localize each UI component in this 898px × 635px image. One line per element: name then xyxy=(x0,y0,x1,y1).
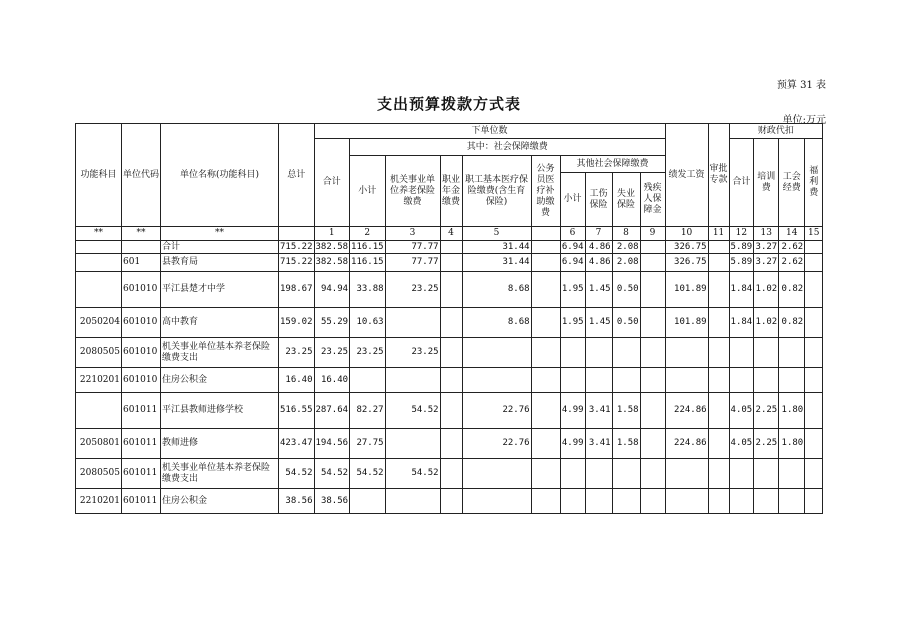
cell-c4 xyxy=(440,338,462,368)
cell-c9 xyxy=(640,272,665,308)
cell-function-subject xyxy=(76,241,122,254)
cell-c13: 3.27 xyxy=(754,254,779,272)
cell-c5b xyxy=(531,338,560,368)
cell-c1: 23.25 xyxy=(314,338,350,368)
cell-c6: 1.95 xyxy=(560,308,585,338)
index-cell: 7 xyxy=(585,227,612,241)
cell-c6 xyxy=(560,338,585,368)
header-pension: 机关事业单位养老保险缴费 xyxy=(385,156,440,227)
cell-unit-code: 601011 xyxy=(122,489,161,514)
header-unemployment: 失业保险 xyxy=(612,173,640,227)
cell-c4 xyxy=(440,272,462,308)
cell-c4 xyxy=(440,254,462,272)
cell-c7: 3.41 xyxy=(585,429,612,459)
table-row xyxy=(76,308,823,338)
cell-c3 xyxy=(385,489,440,514)
cell-c3: 23.25 xyxy=(385,272,440,308)
cell-function-subject xyxy=(76,272,122,308)
table-row xyxy=(76,338,823,368)
table-row xyxy=(76,459,823,489)
cell-function-subject: 2210201 xyxy=(76,489,122,514)
index-cell: 1 xyxy=(314,227,350,241)
cell-c4 xyxy=(440,308,462,338)
table-row xyxy=(76,368,823,393)
unit-label: 单位:万元 xyxy=(782,115,826,126)
index-cell: ** xyxy=(161,227,279,241)
cell-unit-code: 601011 xyxy=(122,393,161,429)
cell-function-subject xyxy=(76,254,122,272)
cell-c15 xyxy=(805,241,823,254)
cell-c2 xyxy=(350,368,386,393)
cell-c3: 77.77 xyxy=(385,241,440,254)
cell-c1: 55.29 xyxy=(314,308,350,338)
cell-c5b xyxy=(531,241,560,254)
table-row xyxy=(76,429,823,459)
cell-unit-name: 机关事业单位基本养老保险缴费支出 xyxy=(161,338,279,368)
header-training: 培训费 xyxy=(754,139,779,227)
cell-c3: 77.77 xyxy=(385,254,440,272)
cell-c8 xyxy=(612,459,640,489)
header-medical: 职工基本医疗保险缴费(含生育保险) xyxy=(462,156,531,227)
cell-c6 xyxy=(560,459,585,489)
cell-c12 xyxy=(729,489,754,514)
cell-function-subject: 2080505 xyxy=(76,338,122,368)
cell-c15 xyxy=(805,254,823,272)
header-other-subtotal: 小计 xyxy=(560,173,585,227)
header-civil-servant-medical: 公务员医疗补助缴费 xyxy=(531,156,560,227)
cell-c2: 33.88 xyxy=(350,272,386,308)
cell-c7: 1.45 xyxy=(585,308,612,338)
cell-c13 xyxy=(754,338,779,368)
header-other-ss: 其他社会保障缴费 xyxy=(560,156,665,173)
cell-total: 423.47 xyxy=(279,429,315,459)
cell-c10: 101.89 xyxy=(665,308,708,338)
cell-c7: 4.86 xyxy=(585,241,612,254)
header-ss-subtotal: 小计 xyxy=(350,156,386,227)
cell-c12: 1.84 xyxy=(729,308,754,338)
budget-table xyxy=(75,123,823,514)
cell-c5: 8.68 xyxy=(462,272,531,308)
cell-c4 xyxy=(440,241,462,254)
cell-c3: 54.52 xyxy=(385,393,440,429)
header-lower-subtotal: 合计 xyxy=(314,139,350,227)
cell-c12 xyxy=(729,459,754,489)
cell-c11 xyxy=(708,368,729,393)
cell-c8: 2.08 xyxy=(612,254,640,272)
cell-total: 516.55 xyxy=(279,393,315,429)
index-cell: 6 xyxy=(560,227,585,241)
cell-c10: 224.86 xyxy=(665,429,708,459)
cell-c6 xyxy=(560,368,585,393)
cell-c15 xyxy=(805,489,823,514)
cell-c10 xyxy=(665,459,708,489)
cell-c4 xyxy=(440,429,462,459)
cell-c12: 4.05 xyxy=(729,429,754,459)
cell-c9 xyxy=(640,429,665,459)
cell-c11 xyxy=(708,393,729,429)
cell-c5: 22.76 xyxy=(462,393,531,429)
table-row xyxy=(76,272,823,308)
cell-c5b xyxy=(531,429,560,459)
table-row xyxy=(76,489,823,514)
cell-c7 xyxy=(585,489,612,514)
cell-c14: 2.62 xyxy=(779,254,805,272)
cell-c12: 4.05 xyxy=(729,393,754,429)
header-occupational-annuity: 职业年金缴费 xyxy=(440,156,462,227)
cell-c14: 0.82 xyxy=(779,272,805,308)
page-title: 支出预算拨款方式表 xyxy=(376,95,521,113)
table-row xyxy=(76,254,823,272)
cell-unit-name: 住房公积金 xyxy=(161,489,279,514)
cell-c5b xyxy=(531,272,560,308)
cell-c1: 194.56 xyxy=(314,429,350,459)
index-cell: 12 xyxy=(729,227,754,241)
cell-c9 xyxy=(640,459,665,489)
cell-c12: 5.89 xyxy=(730,241,753,252)
cell-c5 xyxy=(462,338,531,368)
index-cell: 11 xyxy=(708,227,729,241)
header-unit-code: 单位代码 xyxy=(122,124,161,227)
cell-c13: 2.25 xyxy=(754,429,779,459)
cell-c12 xyxy=(729,368,754,393)
cell-c3 xyxy=(385,368,440,393)
header-disability: 残疾人保障金 xyxy=(640,173,665,227)
index-cell xyxy=(279,227,315,241)
cell-c1: 38.56 xyxy=(314,489,350,514)
cell-c8: 0.50 xyxy=(612,308,640,338)
index-cell: 13 xyxy=(754,227,779,241)
cell-unit-name: 平江县教师进修学校 xyxy=(161,393,279,429)
cell-c5 xyxy=(462,459,531,489)
cell-c8 xyxy=(612,489,640,514)
cell-c10: 224.86 xyxy=(665,393,708,429)
cell-c5: 8.68 xyxy=(462,308,531,338)
cell-c7: 1.45 xyxy=(585,272,612,308)
cell-c10 xyxy=(665,338,708,368)
index-cell: 9 xyxy=(640,227,665,241)
cell-c11 xyxy=(708,429,729,459)
cell-c5: 31.44 xyxy=(462,254,531,272)
cell-c10: 326.75 xyxy=(665,254,708,272)
cell-c2: 10.63 xyxy=(350,308,386,338)
cell-c1: 54.52 xyxy=(314,459,350,489)
cell-unit-name: 平江县楚才中学 xyxy=(161,272,279,308)
cell-c6 xyxy=(560,489,585,514)
cell-c14 xyxy=(779,489,805,514)
cell-c1: 382.58 xyxy=(314,254,350,272)
cell-c1: 287.64 xyxy=(314,393,350,429)
cell-c13: 1.02 xyxy=(754,308,779,338)
cell-c9 xyxy=(640,241,665,254)
cell-c8: 2.08 xyxy=(612,241,640,254)
cell-c12: 1.84 xyxy=(729,272,754,308)
index-cell: 10 xyxy=(665,227,708,241)
index-cell: ** xyxy=(122,227,161,241)
cell-c15 xyxy=(805,393,823,429)
index-cell: 3 xyxy=(385,227,440,241)
cell-c8 xyxy=(612,368,640,393)
index-cell: 5 xyxy=(462,227,531,241)
cell-c4 xyxy=(440,368,462,393)
cell-c9 xyxy=(640,308,665,338)
cell-c6: 4.99 xyxy=(560,393,585,429)
cell-c6: 6.94 xyxy=(561,241,584,252)
cell-c9 xyxy=(640,338,665,368)
cell-c12 xyxy=(729,338,754,368)
cell-c5b xyxy=(531,393,560,429)
cell-c11 xyxy=(708,254,729,272)
cell-c2 xyxy=(350,489,386,514)
cell-c14 xyxy=(779,338,805,368)
cell-c15 xyxy=(805,368,823,393)
cell-c8: 0.50 xyxy=(612,272,640,308)
cell-c2: 27.75 xyxy=(350,429,386,459)
cell-c10: 101.89 xyxy=(665,272,708,308)
cell-c6: 4.99 xyxy=(560,429,585,459)
index-cell: 8 xyxy=(612,227,640,241)
cell-unit-code: 601010 xyxy=(122,272,161,308)
cell-c2: 116.15 xyxy=(350,254,386,272)
cell-c15 xyxy=(805,429,823,459)
cell-c11 xyxy=(708,241,729,254)
cell-unit-name: 教师进修 xyxy=(161,429,279,459)
cell-c10 xyxy=(665,489,708,514)
cell-c14 xyxy=(779,368,805,393)
cell-total: 715.22 xyxy=(279,254,315,272)
cell-c2: 116.15 xyxy=(351,241,384,252)
cell-c11 xyxy=(708,489,729,514)
cell-unit-code: 601010 xyxy=(122,308,161,338)
cell-c8: 1.58 xyxy=(612,393,640,429)
table-row xyxy=(76,241,823,254)
header-fiscal-deduction: 财政代扣 xyxy=(729,124,823,139)
cell-unit-name: 县教育局 xyxy=(161,254,279,272)
cell-c4 xyxy=(440,393,462,429)
cell-c13 xyxy=(754,459,779,489)
cell-c7 xyxy=(585,459,612,489)
cell-c12: 5.89 xyxy=(729,254,754,272)
cell-c11 xyxy=(708,459,729,489)
cell-c5 xyxy=(462,368,531,393)
table-row xyxy=(76,393,823,429)
cell-unit-name: 合计 xyxy=(161,241,279,254)
cell-c5b xyxy=(531,489,560,514)
header-unit-name: 单位名称(功能科目) xyxy=(161,124,279,227)
header-approval-special: 审批专款 xyxy=(708,124,729,227)
cell-c13: 1.02 xyxy=(754,272,779,308)
cell-total: 198.67 xyxy=(279,272,315,308)
header-performance-pay: 绩发工资 xyxy=(665,124,708,227)
cell-c6: 6.94 xyxy=(560,254,585,272)
index-row xyxy=(76,227,823,241)
index-cell: 4 xyxy=(440,227,462,241)
cell-c10: 326.75 xyxy=(665,241,708,254)
cell-c3: 23.25 xyxy=(385,338,440,368)
cell-c5b xyxy=(531,368,560,393)
index-cell: 14 xyxy=(779,227,805,241)
header-lower-units: 下单位数 xyxy=(314,124,665,139)
cell-c13: 2.25 xyxy=(754,393,779,429)
cell-c7: 3.41 xyxy=(585,393,612,429)
cell-c3: 54.52 xyxy=(385,459,440,489)
cell-c1: 16.40 xyxy=(314,368,350,393)
cell-c14: 0.82 xyxy=(779,308,805,338)
cell-c11 xyxy=(708,338,729,368)
cell-c13 xyxy=(754,368,779,393)
cell-c4 xyxy=(440,459,462,489)
cell-c5b xyxy=(531,308,560,338)
cell-unit-code: 601011 xyxy=(122,459,161,489)
cell-c14 xyxy=(779,459,805,489)
cell-total: 38.56 xyxy=(279,489,315,514)
cell-c13 xyxy=(754,489,779,514)
cell-unit-code xyxy=(122,241,161,254)
cell-unit-code: 601010 xyxy=(122,368,161,393)
cell-c9 xyxy=(640,393,665,429)
header-total: 总计 xyxy=(279,124,315,227)
header-injury: 工伤保险 xyxy=(585,173,612,227)
cell-c11 xyxy=(708,272,729,308)
cell-c5: 22.76 xyxy=(462,429,531,459)
cell-c1: 94.94 xyxy=(314,272,350,308)
header-union: 工会经费 xyxy=(779,139,805,227)
cell-c7 xyxy=(585,368,612,393)
cell-function-subject xyxy=(76,393,122,429)
cell-c4 xyxy=(440,489,462,514)
header-fd-total: 合计 xyxy=(729,139,754,227)
cell-function-subject: 2050204 xyxy=(76,308,122,338)
cell-c14: 1.80 xyxy=(779,429,805,459)
cell-c5: 31.44 xyxy=(462,241,531,254)
table-number: 预算 31 表 xyxy=(776,80,826,91)
cell-c1: 382.58 xyxy=(315,241,349,252)
cell-total: 54.52 xyxy=(279,459,315,489)
cell-function-subject: 2080505 xyxy=(76,459,122,489)
cell-c2: 54.52 xyxy=(350,459,386,489)
cell-unit-code: 601010 xyxy=(122,338,161,368)
cell-c14: 1.80 xyxy=(779,393,805,429)
cell-c2: 82.27 xyxy=(350,393,386,429)
cell-c5b xyxy=(531,254,560,272)
cell-c9 xyxy=(640,368,665,393)
cell-c8: 1.58 xyxy=(612,429,640,459)
cell-function-subject: 2210201 xyxy=(76,368,122,393)
cell-unit-name: 机关事业单位基本养老保险缴费支出 xyxy=(161,459,279,489)
header-welfare: 福利费 xyxy=(805,139,823,227)
cell-c5 xyxy=(462,489,531,514)
cell-total: 16.40 xyxy=(279,368,315,393)
cell-c14: 2.62 xyxy=(779,241,805,254)
cell-c9 xyxy=(640,254,665,272)
cell-c5b xyxy=(531,459,560,489)
cell-c15 xyxy=(805,308,823,338)
index-cell: 15 xyxy=(805,227,823,241)
cell-c7 xyxy=(585,338,612,368)
cell-unit-name: 高中教育 xyxy=(161,308,279,338)
cell-c15 xyxy=(805,459,823,489)
cell-total: 715.22 xyxy=(280,241,313,252)
cell-c3 xyxy=(385,429,440,459)
cell-unit-code: 601011 xyxy=(122,429,161,459)
cell-c3 xyxy=(385,308,440,338)
cell-c15 xyxy=(805,338,823,368)
cell-c2: 23.25 xyxy=(350,338,386,368)
cell-c15 xyxy=(805,272,823,308)
cell-c10 xyxy=(665,368,708,393)
cell-c6: 1.95 xyxy=(560,272,585,308)
cell-unit-name: 住房公积金 xyxy=(161,368,279,393)
index-cell: 2 xyxy=(350,227,386,241)
cell-c9 xyxy=(640,489,665,514)
cell-c7: 4.86 xyxy=(585,254,612,272)
index-cell xyxy=(531,227,560,241)
header-social-security: 其中：社会保障缴费 xyxy=(350,139,666,156)
cell-total: 159.02 xyxy=(279,308,315,338)
cell-total: 23.25 xyxy=(279,338,315,368)
index-cell: ** xyxy=(76,227,122,241)
cell-c11 xyxy=(708,308,729,338)
cell-c13: 3.27 xyxy=(755,241,778,252)
cell-function-subject: 2050801 xyxy=(76,429,122,459)
cell-c8 xyxy=(612,338,640,368)
cell-unit-code: 601 xyxy=(122,254,161,272)
header-function-subject: 功能科目 xyxy=(76,124,122,227)
